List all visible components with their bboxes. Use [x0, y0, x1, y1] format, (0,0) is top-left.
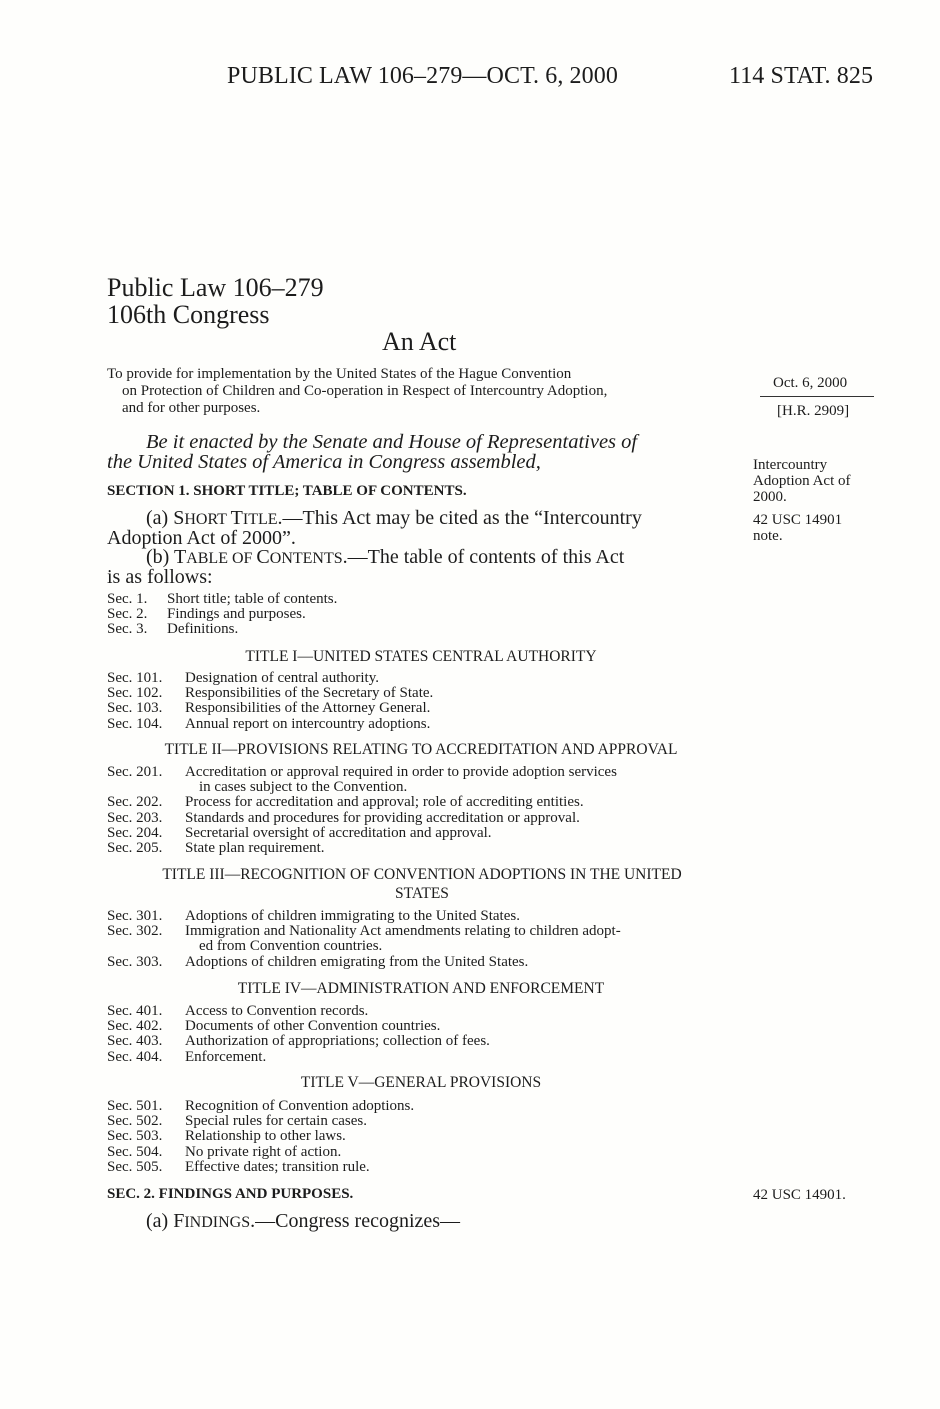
- toc-entry: [107, 1034, 747, 1049]
- toc-section-title: No private right of action.: [185, 1143, 342, 1160]
- toc-title-5-list: [107, 1099, 747, 1175]
- margin-note-line: note.: [753, 528, 783, 544]
- toc-section-number: Sec. 101.: [107, 670, 163, 686]
- toc-entry: [107, 841, 747, 856]
- toc-section-title: Authorization of appropriations; collection of fees.: [185, 1033, 490, 1050]
- toc-section-number: Sec. 2.: [107, 606, 148, 623]
- running-title: PUBLIC LAW 106–279—OCT. 6, 2000: [227, 63, 618, 89]
- toc-section-title: Findings and purposes.: [167, 606, 306, 623]
- margin-note-usc-2: 42 USC 14901.: [753, 1187, 846, 1203]
- subsection-text: .—The table of contents of this Act: [342, 546, 625, 568]
- toc-entry: [107, 811, 747, 826]
- toc-entry: [107, 1145, 747, 1160]
- smallcap-first: T: [173, 546, 187, 568]
- toc-entry: [107, 909, 747, 924]
- toc-section-number: Sec. 501.: [107, 1098, 163, 1114]
- subsection-label: (a): [146, 1210, 174, 1232]
- toc-entry: [107, 701, 747, 716]
- toc-section-title: Documents of other Convention countries.: [185, 1018, 441, 1035]
- margin-note-line: 2000.: [753, 489, 787, 505]
- subsection-label: (b): [146, 546, 174, 568]
- smallcap-first: S: [173, 507, 185, 529]
- section-1b-line-2: is as follows:: [107, 566, 213, 588]
- toc-section-title: Short title; table of contents.: [167, 591, 338, 607]
- toc-title-4-list: [107, 1004, 747, 1065]
- toc-entry-continuation: [107, 939, 747, 954]
- toc-entry: [107, 955, 747, 970]
- toc-section-number: Sec. 3.: [107, 621, 148, 638]
- toc-title-1-heading: TITLE I—UNITED STATES CENTRAL AUTHORITY: [245, 648, 597, 665]
- toc-section-title: Immigration and Nationality Act amendments relating to children adopt-: [185, 923, 621, 940]
- smallcap-first: T: [230, 507, 243, 529]
- enacting-clause-line-2: the United States of America in Congress assembled,: [107, 451, 541, 473]
- date-bill-divider: [760, 396, 874, 397]
- section-1-heading: SECTION 1. SHORT TITLE; TABLE OF CONTENTS.: [107, 483, 467, 499]
- toc-section-number: Sec. 503.: [107, 1128, 163, 1145]
- act-label: An Act: [382, 327, 457, 356]
- toc-section-title: Standards and procedures for providing accreditation or approval.: [185, 809, 580, 826]
- toc-section-title-continued: in cases subject to the Convention.: [199, 779, 408, 796]
- public-law-number: Public Law 106–279: [107, 273, 324, 302]
- toc-entry: [107, 671, 747, 686]
- toc-title-2-list: [107, 765, 747, 856]
- margin-note-line: Intercountry: [753, 457, 828, 473]
- smallcap-rest: ONTENTS: [269, 550, 343, 567]
- subsection-text: .—This Act may be cited as the “Intercountry: [277, 507, 642, 529]
- toc-section-title: Recognition of Convention adoptions.: [185, 1098, 415, 1114]
- section-1a-line-2: Adoption Act of 2000”.: [107, 527, 296, 549]
- toc-entry: [107, 795, 747, 810]
- toc-section-number: Sec. 203.: [107, 809, 163, 826]
- smallcap-first: C: [256, 546, 270, 568]
- toc-section-title: Annual report on intercountry adoptions.: [185, 715, 431, 732]
- toc-title-1-list: [107, 671, 747, 732]
- toc-section-title: Process for accreditation and approval; role of accrediting entities.: [185, 794, 584, 811]
- toc-section-title: Accreditation or approval required in order to provide adoption services: [185, 764, 617, 780]
- toc-section-title: State plan requirement.: [185, 840, 325, 857]
- subsection-label: (a): [146, 507, 174, 529]
- toc-section-number: Sec. 404.: [107, 1048, 163, 1065]
- purpose-line-2: on Protection of Children and Co-operation in Respect of Intercountry Adoption,: [122, 383, 608, 399]
- toc-section-title: Special rules for certain cases.: [185, 1113, 367, 1130]
- margin-note-short-title: [753, 457, 851, 505]
- toc-entry: [107, 1099, 747, 1114]
- toc-section-title: Adoptions of children emigrating from the United States.: [185, 953, 529, 970]
- toc-section-title: Enforcement.: [185, 1048, 267, 1065]
- smallcap-rest: ABLE OF: [186, 550, 257, 567]
- section-2-heading: SEC. 2. FINDINGS AND PURPOSES.: [107, 1186, 354, 1202]
- toc-entry: [107, 826, 747, 841]
- toc-entry: [107, 1019, 747, 1034]
- toc-section-title-continued: ed from Convention countries.: [199, 938, 383, 955]
- toc-entry: [107, 924, 747, 939]
- bill-number: [H.R. 2909]: [777, 403, 850, 419]
- toc-section-number: Sec. 303.: [107, 953, 163, 970]
- toc-entry: [107, 1129, 747, 1144]
- toc-title-3-list: [107, 909, 747, 970]
- toc-entry: [107, 717, 747, 732]
- toc-section-number: Sec. 302.: [107, 923, 163, 940]
- toc-section-number: Sec. 301.: [107, 908, 163, 924]
- toc-entry: [107, 607, 747, 622]
- toc-intro-list: [107, 592, 747, 638]
- toc-title-5-heading: TITLE V—GENERAL PROVISIONS: [300, 1074, 542, 1091]
- toc-section-number: Sec. 205.: [107, 840, 163, 857]
- toc-section-title: Access to Convention records.: [185, 1003, 369, 1019]
- toc-section-title: Relationship to other laws.: [185, 1128, 346, 1145]
- toc-entry: [107, 765, 747, 780]
- toc-title-3-heading: [113, 866, 731, 903]
- section-1b-line-1: [146, 547, 624, 569]
- toc-section-number: Sec. 505.: [107, 1158, 163, 1175]
- toc-entry: [107, 1050, 747, 1065]
- toc-section-number: Sec. 103.: [107, 700, 163, 717]
- toc-section-number: Sec. 1.: [107, 591, 148, 607]
- toc-entry: [107, 592, 747, 607]
- enactment-date: Oct. 6, 2000: [773, 375, 848, 391]
- toc-section-number: Sec. 104.: [107, 715, 163, 732]
- toc-section-number: Sec. 204.: [107, 824, 163, 841]
- margin-note-usc-1: [753, 512, 842, 544]
- toc-section-number: Sec. 403.: [107, 1033, 163, 1050]
- margin-note-line: Adoption Act of: [753, 473, 851, 489]
- toc-section-title: Definitions.: [167, 621, 239, 638]
- purpose-line-1: To provide for implementation by the United States of the Hague Convention: [107, 366, 572, 382]
- toc-entry-continuation: [107, 780, 747, 795]
- toc-section-number: Sec. 402.: [107, 1018, 163, 1035]
- smallcap-first: F: [173, 1210, 185, 1232]
- margin-note-line: 42 USC 14901: [753, 512, 843, 528]
- toc-section-number: Sec. 504.: [107, 1143, 163, 1160]
- toc-title-2-heading: TITLE II—PROVISIONS RELATING TO ACCREDITATION AND APPROVAL: [164, 741, 678, 758]
- enacting-clause-line-1: Be it enacted by the Senate and House of Representatives of: [146, 431, 638, 453]
- toc-section-title: Responsibilities of the Attorney General.: [185, 700, 431, 717]
- stat-reference: 114 STAT. 825: [729, 63, 874, 89]
- toc-section-title: Effective dates; transition rule.: [185, 1158, 370, 1175]
- section-2a-line: [146, 1211, 460, 1233]
- toc-entry: [107, 622, 747, 637]
- toc-title-3-heading-line-1: TITLE III—RECOGNITION OF CONVENTION ADOPTIONS IN THE UNITED: [162, 866, 682, 883]
- congress-label: 106th Congress: [107, 300, 270, 329]
- smallcap-rest: INDINGS: [184, 1214, 251, 1231]
- toc-section-number: Sec. 202.: [107, 794, 163, 811]
- toc-entry: [107, 686, 747, 701]
- toc-section-title: Adoptions of children immigrating to the United States.: [185, 908, 520, 924]
- toc-section-number: Sec. 401.: [107, 1003, 163, 1019]
- purpose-line-3: and for other purposes.: [122, 400, 261, 416]
- smallcap-rest: HORT: [184, 511, 231, 528]
- toc-entry: [107, 1160, 747, 1175]
- toc-section-title: Responsibilities of the Secretary of State.: [185, 685, 434, 702]
- toc-title-3-heading-line-2: STATES: [395, 885, 449, 902]
- toc-entry: [107, 1114, 747, 1129]
- toc-entry: [107, 1004, 747, 1019]
- toc-section-number: Sec. 201.: [107, 764, 163, 780]
- toc-section-title: Designation of central authority.: [185, 670, 379, 686]
- toc-title-4-heading: TITLE IV—ADMINISTRATION AND ENFORCEMENT: [237, 980, 605, 997]
- toc-section-number: Sec. 102.: [107, 685, 163, 702]
- subsection-text: .—Congress recognizes—: [250, 1210, 461, 1232]
- toc-section-number: Sec. 502.: [107, 1113, 163, 1130]
- toc-section-title: Secretarial oversight of accreditation and approval.: [185, 824, 492, 841]
- smallcap-rest: ITLE: [242, 511, 278, 528]
